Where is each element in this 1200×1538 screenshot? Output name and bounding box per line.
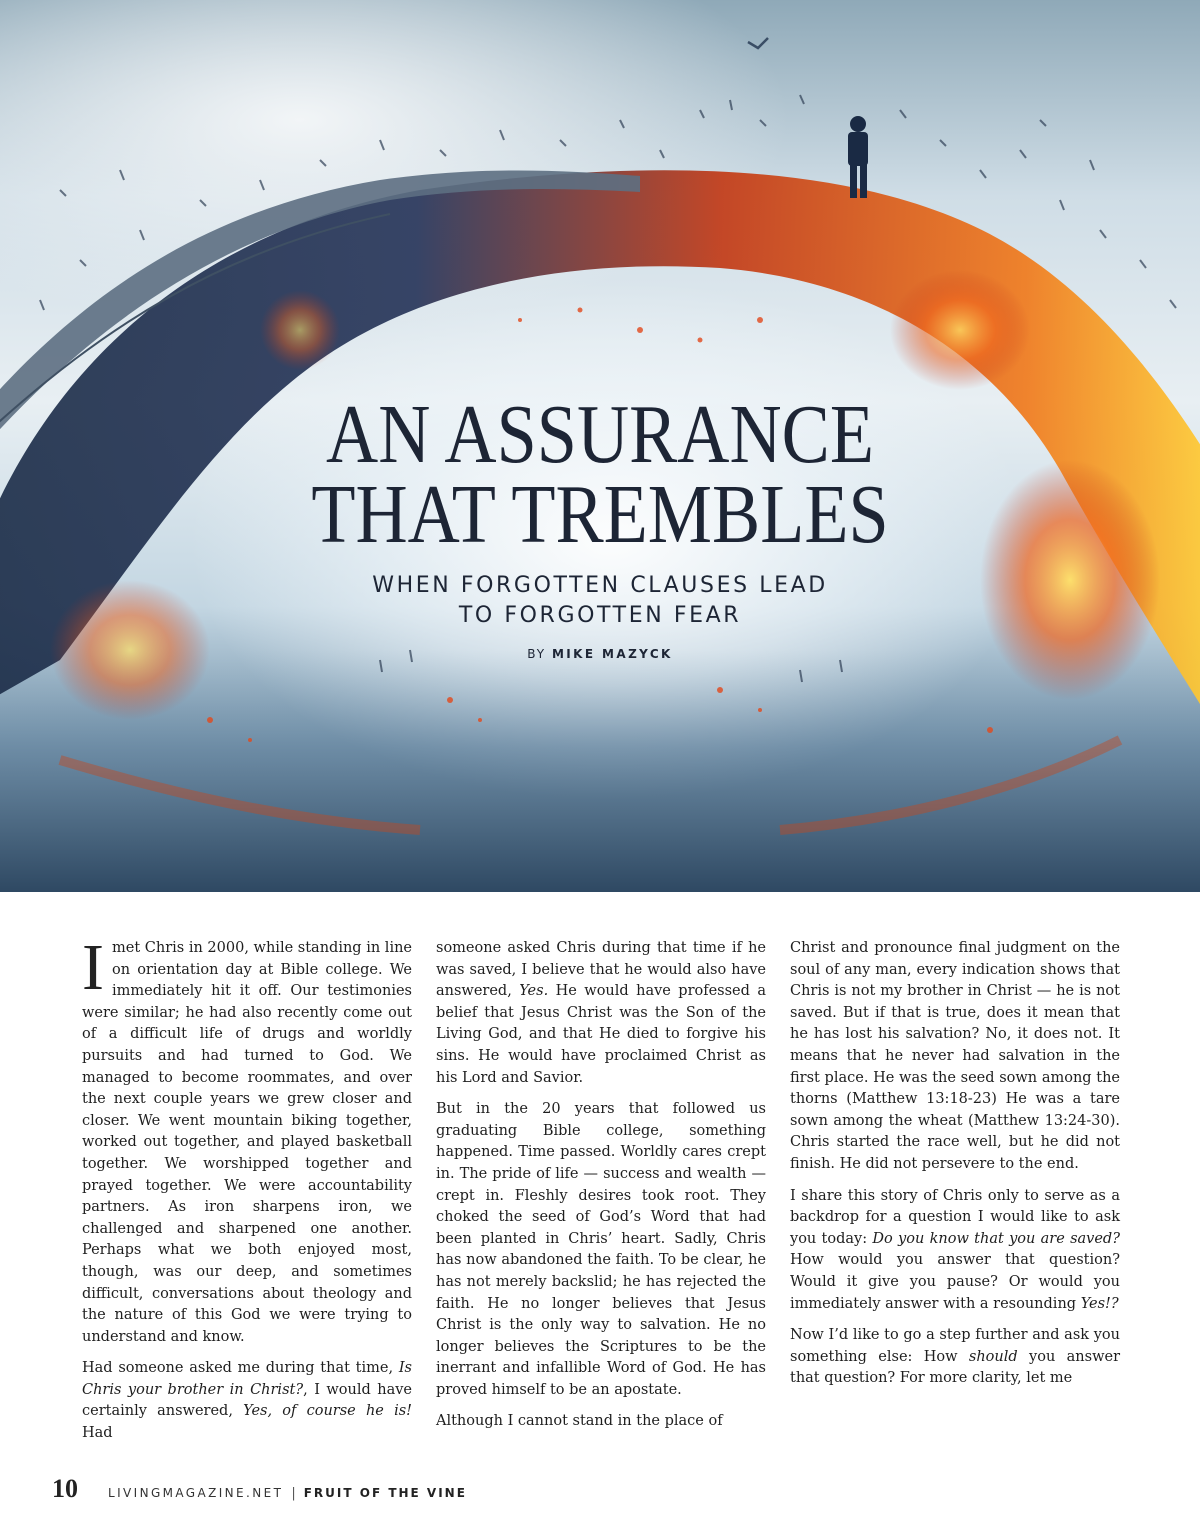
title-block — [0, 388, 1200, 661]
standing-figure — [848, 116, 868, 198]
paragraph: Now I’d like to go a step further and ask you something else: How should you answer that question? For more clarity, let me — [790, 1327, 1121, 1387]
drop-cap: I — [82, 931, 104, 1004]
page-footer — [52, 1474, 467, 1504]
paragraph: Although I cannot stand in the place of — [436, 1413, 723, 1430]
article-body — [82, 931, 1142, 1442]
paragraph: But in the 20 years that followed us graduating Bible college, something happened. Time passed. Worldly cares crept in. The pride of life — success and wealth — crept in. Fleshly desires took root. They choked the seed of God’s Word that had been planted in Chris’ heart. Sadly, Chris has now abandoned the faith. To be clear, he has not merely backslid; he has rejected the faith. He no longer believes that Jesus Christ is the only way to salvation. He no longer believes the Scriptures to be the inerrant and infallible Word of God. He has proved himself to be an apostate. — [436, 1101, 766, 1398]
byline-prefix: BY — [527, 647, 547, 661]
paragraph: someone asked Chris during that time if he was saved, I believe that he would also have answered, Yes. He would have professed a belief that Jesus Christ was the Son of the Living God, and that He died to forgive his sins. He would have proclaimed Christ as his Lord and Savior. — [436, 940, 766, 1086]
site-link[interactable]: LIVINGMAGAZINE.NET — [108, 1486, 284, 1500]
paragraph: I share this story of Chris only to serve as a backdrop for a question I would like to ask you today: Do you know that you are saved? How would you answer that question? Would it give you pause? Or would you immediately answer with a resounding Yes!? — [790, 1187, 1120, 1312]
page-number: 10 — [52, 1474, 78, 1503]
paragraph: Christ and pronounce final judgment on the soul of any man, every indication shows that Chris is not my brother in Christ — he is not saved. But if that is true, does it mean that he has lost his salvation? No, it does not. It means that he never had salvation in the first place. He was the seed sown among the thorns (Matthew 13:18-23) He was a tare sown among the wheat (Matthew 13:24-30). Chris started the race well, but he did not finish. He did not persevere to the end. — [790, 940, 1120, 1172]
paragraph: Had someone asked me during that time, Is Chris your brother in Christ?, I would have certainly answered, Yes, of course he is! Had — [82, 1360, 412, 1442]
author-name: MIKE MAZYCK — [551, 647, 673, 661]
footer-separator: | — [291, 1486, 296, 1501]
byline — [0, 647, 1200, 661]
column-2 — [436, 938, 766, 1430]
section-name: FRUIT OF THE VINE — [303, 1486, 467, 1500]
article-title: AN ASSURANCE THAT TREMBLES — [311, 388, 889, 561]
article-subtitle: WHEN FORGOTTEN CLAUSES LEAD TO FORGOTTEN FEAR — [372, 573, 828, 628]
column-1 — [82, 931, 412, 1442]
paragraph: I met Chris in 2000, while standing in line on orientation day at Bible college. We immediately hit it off. Our testimonies were similar; he had also recently come out of a difficult life of drugs and worldly pursuits and had turned to God. We managed to become roommates, and over the next couple years we grew closer and closer. We went mountain biking together, worked out together, and played basketball together. We worshipped together and prayed together. We were accountability partners. As iron sharpens iron, we challenged and sharpened one another. Perhaps what we both enjoyed most, though, was our deep, and sometimes difficult, conversations about theology and the nature of this God we were trying to understand and know. — [82, 931, 412, 1345]
column-3 — [790, 938, 1120, 1408]
